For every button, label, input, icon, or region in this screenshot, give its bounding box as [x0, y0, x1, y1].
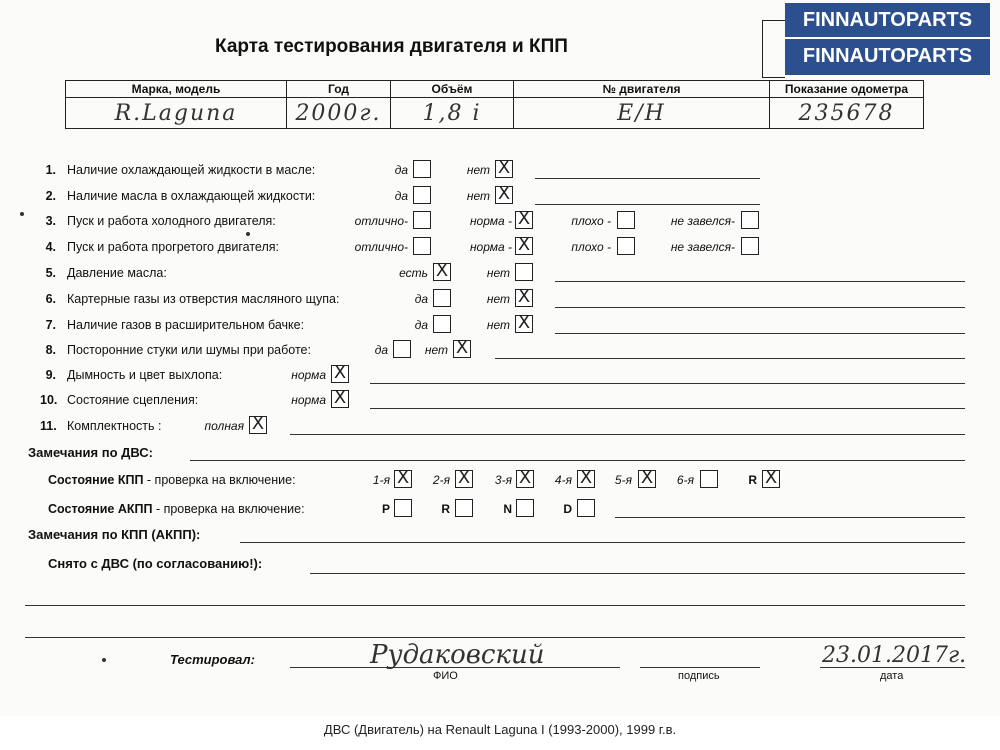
- q2-note-line: [535, 204, 760, 205]
- q9-number: 9.: [45, 368, 56, 382]
- q3-text: Пуск и работа холодного двигателя:: [67, 214, 276, 228]
- q4-bad-label: плохо -: [571, 240, 611, 254]
- q10-note-line: [370, 408, 965, 409]
- gear-r-checkbox[interactable]: [762, 470, 780, 488]
- q8-net-checkbox[interactable]: [453, 340, 471, 358]
- q8-text: Посторонние стуки или шумы при работе:: [67, 343, 311, 357]
- q3-normal-checkbox[interactable]: [515, 211, 533, 229]
- q3-not-started-label: не завелся-: [670, 214, 735, 228]
- q5-yes-label: есть: [399, 266, 428, 280]
- q4-bad-checkbox[interactable]: [617, 237, 635, 255]
- akpp-state-label: [48, 502, 305, 516]
- akpp-r-label: R: [441, 502, 450, 516]
- q9-norma-checkbox[interactable]: [331, 365, 349, 383]
- image-caption: ДВС (Двигатель) на Renault Laguna I (1993-2000), 1999 г.в.: [323, 722, 677, 737]
- q11-text: Комплектность :: [67, 419, 162, 433]
- q2-text: Наличие масла в охлаждающей жидкости:: [67, 189, 316, 203]
- q11-full-checkbox[interactable]: [249, 416, 267, 434]
- kpp-state-label: [48, 473, 296, 487]
- q6-number: 6.: [45, 292, 56, 306]
- q4-text: Пуск и работа прогретого двигателя:: [67, 240, 279, 254]
- q7-number: 7.: [45, 318, 56, 332]
- kpp-state-bold: Состояние КПП: [48, 473, 144, 487]
- akpp-r-checkbox[interactable]: [455, 499, 473, 517]
- gear-4-checkbox[interactable]: [577, 470, 595, 488]
- tested-by-label: Тестировал:: [170, 652, 255, 667]
- removed-line-1: [310, 573, 965, 574]
- watermark-logo: [785, 3, 990, 75]
- dvs-remarks-label: Замечания по ДВС:: [28, 445, 153, 460]
- q2-net-label: нет: [466, 189, 490, 203]
- vehicle-header-table: [65, 80, 924, 129]
- gear-5-label: 5-я: [614, 473, 632, 487]
- q2-number: 2.: [45, 189, 56, 203]
- q1-note-line: [535, 178, 760, 179]
- q1-net-checkbox[interactable]: [495, 160, 513, 178]
- removed-from-engine-label: Снято с ДВС (по согласованию!):: [48, 556, 263, 571]
- q11-number: 11.: [40, 419, 57, 433]
- date-handwritten: 23.01.2017г.: [822, 643, 967, 668]
- tester-name-handwritten: Рудаковский: [370, 640, 545, 670]
- q7-note-line: [555, 333, 965, 334]
- q10-norma-label: норма: [291, 393, 326, 407]
- q10-number: 10.: [40, 393, 58, 407]
- q1-number: 1.: [45, 163, 56, 177]
- gear-6-checkbox[interactable]: [700, 470, 718, 488]
- q1-da-checkbox[interactable]: [413, 160, 431, 178]
- q1-net-label: нет: [466, 163, 490, 177]
- ink-dot: [20, 212, 24, 216]
- value-odometer: 235678: [770, 98, 924, 129]
- q9-note-line: [370, 383, 965, 384]
- logo-bracket: [762, 20, 785, 78]
- q11-full-label: полная: [204, 419, 244, 433]
- col-year: Год: [287, 81, 391, 98]
- gear-1-label: 1-я: [372, 473, 390, 487]
- q6-net-label: нет: [486, 292, 510, 306]
- q8-da-label: да: [374, 343, 388, 357]
- fio-label: ФИО: [433, 670, 458, 682]
- q4-excellent-checkbox[interactable]: [413, 237, 431, 255]
- gear-2-label: 2-я: [432, 473, 450, 487]
- q9-norma-label: норма: [291, 368, 326, 382]
- gear-6-label: 6-я: [676, 473, 694, 487]
- q10-text: Состояние сцепления:: [67, 393, 199, 407]
- q4-normal-checkbox[interactable]: [515, 237, 533, 255]
- q5-note-line: [555, 281, 965, 282]
- q7-text: Наличие газов в расширительном бачке:: [67, 318, 305, 332]
- q2-da-checkbox[interactable]: [413, 186, 431, 204]
- q11-note-line: [290, 434, 965, 435]
- q1-text: Наличие охлаждающей жидкости в масле:: [67, 163, 316, 177]
- q4-number: 4.: [45, 240, 56, 254]
- logo-line-1: FINNAUTOPARTS: [785, 3, 990, 39]
- q5-net-checkbox[interactable]: [515, 263, 533, 281]
- akpp-p-label: P: [381, 502, 390, 516]
- col-brand-model: Марка, модель: [66, 81, 287, 98]
- ink-dot: [102, 658, 106, 662]
- q4-normal-label: норма -: [469, 240, 512, 254]
- q10-norma-checkbox[interactable]: [331, 390, 349, 408]
- col-volume: Объём: [391, 81, 514, 98]
- q9-text: Дымность и цвет выхлопа:: [67, 368, 223, 382]
- q4-excellent-label: отлично-: [354, 240, 408, 254]
- q3-normal-label: норма -: [469, 214, 512, 228]
- gear-5-checkbox[interactable]: [638, 470, 656, 488]
- removed-line-2: [25, 605, 965, 606]
- q4-not-started-label: не завелся-: [670, 240, 735, 254]
- q7-net-checkbox[interactable]: [515, 315, 533, 333]
- logo-line-2: FINNAUTOPARTS: [802, 45, 973, 67]
- ink-dot: [246, 232, 250, 236]
- akpp-state-rest: - проверка на включение:: [152, 502, 305, 516]
- akpp-p-checkbox[interactable]: [394, 499, 412, 517]
- q5-yes-checkbox[interactable]: [433, 263, 451, 281]
- signature-line: [640, 667, 760, 668]
- q6-da-checkbox[interactable]: [433, 289, 451, 307]
- kpp-state-rest: - проверка на включение:: [143, 473, 296, 487]
- value-engine-number: E/H: [514, 98, 770, 129]
- gear-3-label: 3-я: [494, 473, 512, 487]
- date-label: дата: [880, 670, 904, 682]
- gear-3-checkbox[interactable]: [516, 470, 534, 488]
- q8-number: 8.: [45, 343, 56, 357]
- akpp-n-checkbox[interactable]: [516, 499, 534, 517]
- q3-bad-checkbox[interactable]: [617, 211, 635, 229]
- q7-net-label: нет: [486, 318, 510, 332]
- col-engine-number: № двигателя: [514, 81, 770, 98]
- q6-da-label: да: [414, 292, 428, 306]
- akpp-d-label: D: [563, 502, 572, 516]
- q4-not-started-checkbox[interactable]: [741, 237, 759, 255]
- signature-label: подпись: [678, 670, 720, 682]
- q1-da-label: да: [394, 163, 408, 177]
- q2-net-checkbox[interactable]: [495, 186, 513, 204]
- akpp-n-label: N: [503, 502, 512, 516]
- value-brand-model: R.Laguna: [66, 98, 287, 129]
- q7-da-checkbox[interactable]: [433, 315, 451, 333]
- akpp-d-checkbox[interactable]: [577, 499, 595, 517]
- dvs-remarks-line: [190, 460, 965, 461]
- q2-da-label: да: [394, 189, 408, 203]
- q5-net-label: нет: [486, 266, 510, 280]
- q3-excellent-checkbox[interactable]: [413, 211, 431, 229]
- removed-line-3: [25, 637, 965, 638]
- gear-1-checkbox[interactable]: [394, 470, 412, 488]
- q3-bad-label: плохо -: [571, 214, 611, 228]
- q6-net-checkbox[interactable]: [515, 289, 533, 307]
- gear-2-checkbox[interactable]: [455, 470, 473, 488]
- date-line: [820, 667, 965, 668]
- q5-text: Давление масла:: [67, 266, 167, 280]
- q3-number: 3.: [45, 214, 56, 228]
- akpp-state-bold: Состояние АКПП: [48, 502, 153, 516]
- q6-note-line: [555, 307, 965, 308]
- q3-not-started-checkbox[interactable]: [741, 211, 759, 229]
- col-odometer: Показание одометра: [770, 81, 924, 98]
- akpp-note-line: [615, 517, 965, 518]
- q6-text: Картерные газы из отверстия масляного щупа:: [67, 292, 340, 306]
- kpp-remarks-label: Замечания по КПП (АКПП):: [28, 527, 201, 542]
- value-volume: 1,8 i: [391, 98, 514, 129]
- q5-number: 5.: [45, 266, 56, 280]
- kpp-remarks-line: [240, 542, 965, 543]
- gear-4-label: 4-я: [554, 473, 572, 487]
- card-title: Карта тестирования двигателя и КПП: [215, 36, 568, 57]
- q8-net-label: нет: [424, 343, 448, 357]
- fio-line: [290, 667, 620, 668]
- q3-excellent-label: отлично-: [354, 214, 408, 228]
- value-year: 2000г.: [287, 98, 391, 129]
- gear-r-label: R: [748, 473, 757, 487]
- q7-da-label: да: [414, 318, 428, 332]
- q8-note-line: [495, 358, 965, 359]
